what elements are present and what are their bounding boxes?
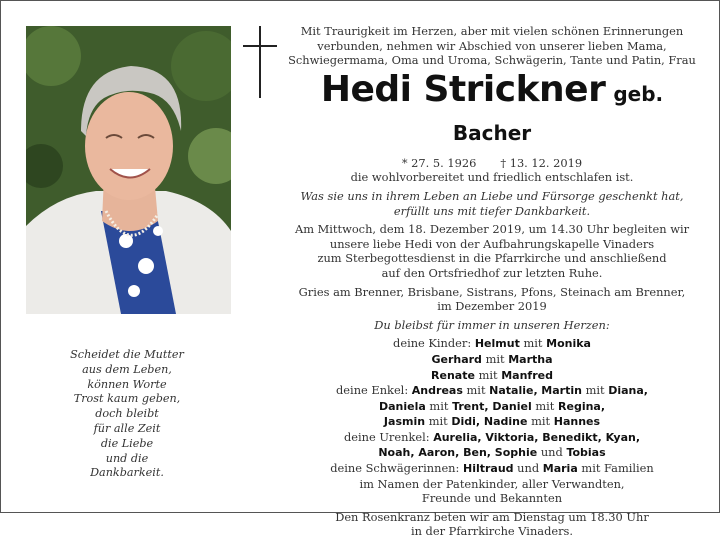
notice-text bbox=[284, 24, 700, 539]
poem-line: können Worte bbox=[87, 377, 167, 391]
place-line: im Dezember 2019 bbox=[437, 299, 547, 314]
cross-icon bbox=[243, 26, 277, 98]
memorial-poem bbox=[41, 348, 213, 481]
poem-line: aus dem Leben, bbox=[82, 362, 172, 376]
intro-line: Mit Traurigkeit im Herzen, aber mit vielen schönen Erinnerungen bbox=[300, 24, 684, 38]
poem-line: doch bleibt bbox=[95, 407, 159, 421]
poem-line: die Liebe bbox=[100, 436, 154, 450]
deceased-name bbox=[284, 68, 700, 154]
great-grandchildren-line: deine Urenkel: Aurelia, Viktoria, Benedikt, Kyan, bbox=[343, 429, 641, 444]
rosary-text bbox=[284, 510, 700, 539]
place-line: Gries am Brenner, Brisbane, Sistrans, Pfons, Steinach am Brenner, bbox=[298, 284, 686, 299]
grandchildren-line: deine Enkel: Andreas mit Natalie, Martin mit Diana, bbox=[336, 383, 648, 398]
closing-line: im Namen der Patenkinder, aller Verwandten, bbox=[359, 476, 625, 491]
intro-line: Schwiegermama, Oma und Uroma, Schwägerin, Tante und Patin, Frau bbox=[288, 53, 696, 68]
funeral-line: zum Sterbegottesdienst in die Pfarrkirche und anschließend bbox=[317, 251, 667, 266]
portrait-illustration bbox=[26, 26, 231, 314]
intro-text bbox=[284, 24, 700, 68]
poem-line: Scheidet die Mutter bbox=[70, 348, 184, 361]
poem-line: Trost kaum geben, bbox=[73, 392, 181, 406]
intro-line: verbunden, nehmen wir Abschied von unserer lieben Mama, bbox=[317, 38, 667, 53]
great-grandchildren-line: Noah, Aaron, Ben, Sophie und Tobias bbox=[378, 445, 606, 460]
place-date bbox=[284, 285, 700, 314]
quote-text bbox=[284, 189, 700, 218]
children-line: Renate mit Manfred bbox=[431, 367, 553, 382]
sisters-in-law-line: deine Schwägerinnen: Hiltraud und Maria mit Familien bbox=[330, 461, 654, 476]
life-dates bbox=[284, 156, 700, 171]
maiden-name: geb. Bacher bbox=[452, 81, 664, 145]
grandchildren-line: Daniela mit Trent, Daniel mit Regina, bbox=[378, 398, 606, 413]
full-name: Hedi Strickner bbox=[320, 68, 606, 110]
funeral-line: auf den Ortsfriedhof zur letzten Ruhe. bbox=[381, 265, 603, 280]
family-list bbox=[284, 336, 700, 506]
children-line: deine Kinder: Helmut mit Monika bbox=[393, 336, 591, 351]
death-date: † 13. 12. 2019 bbox=[500, 155, 583, 170]
funeral-text bbox=[284, 222, 700, 280]
poem-line: für alle Zeit bbox=[93, 421, 161, 435]
children-line: Gerhard mit Martha bbox=[431, 351, 553, 366]
poem-line: Dankbarkeit. bbox=[90, 466, 164, 480]
rosary-line: Den Rosenkranz beten wir am Dienstag um 18.30 Uhr bbox=[335, 509, 649, 524]
forever-text: Du bleibst für immer in unseren Herzen: bbox=[374, 317, 610, 332]
funeral-line: Am Mittwoch, dem 18. Dezember 2019, um 14.30 Uhr begleiten wir bbox=[294, 222, 690, 237]
poem-line: und die bbox=[105, 451, 149, 465]
birth-date: * 27. 5. 1926 bbox=[401, 155, 477, 170]
passed-text: die wohlvorbereitet und friedlich entschlafen ist. bbox=[350, 170, 634, 185]
quote-line: Was sie uns in ihrem Leben an Liebe und Fürsorge geschenkt hat, bbox=[300, 188, 684, 203]
quote-line: erfüllt uns mit tiefer Dankbarkeit. bbox=[393, 203, 591, 218]
rosary-line: in der Pfarrkirche Vinaders. bbox=[410, 524, 574, 539]
portrait-photo bbox=[26, 26, 231, 314]
closing-line: Freunde und Bekannten bbox=[421, 491, 563, 506]
funeral-line: unsere liebe Hedi von der Aufbahrungskapelle Vinaders bbox=[329, 236, 655, 251]
grandchildren-line: Jasmin mit Didi, Nadine mit Hannes bbox=[383, 414, 601, 429]
